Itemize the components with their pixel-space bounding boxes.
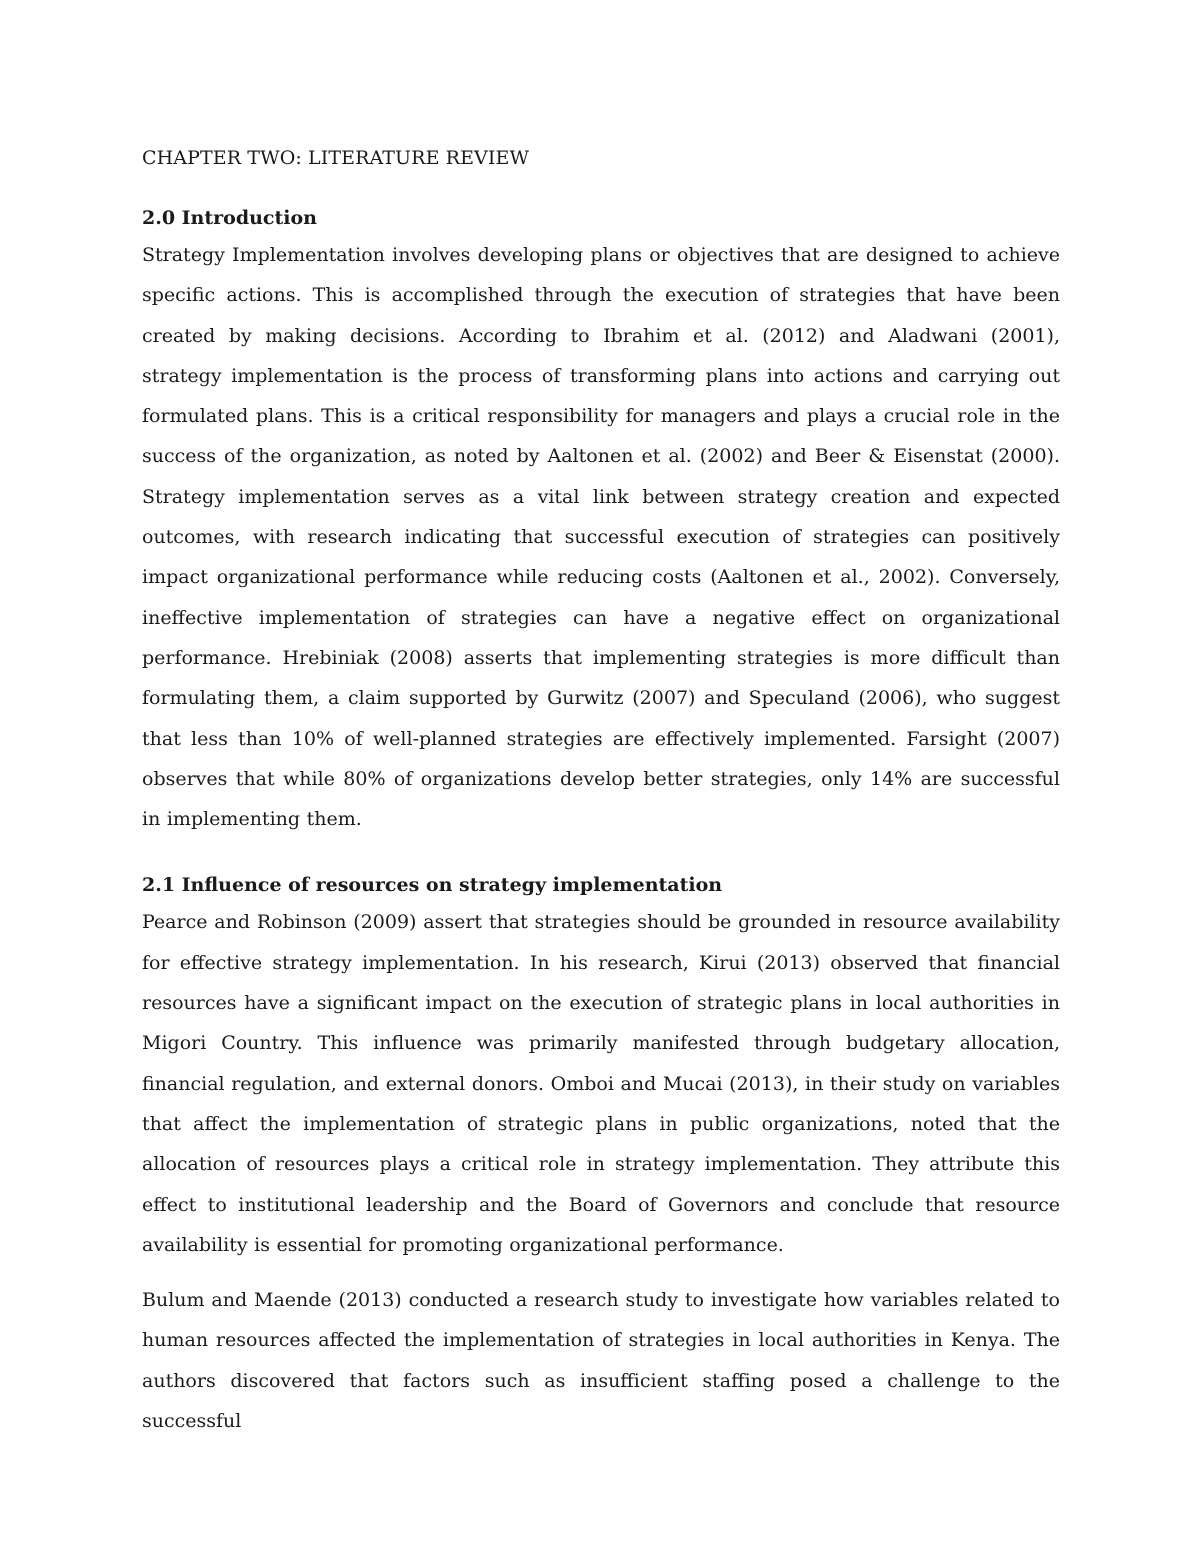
paragraph-resources-1: Pearce and Robinson (2009) assert that strategies should be grounded in resource availability for effective strategy implementation. In his research, Kirui (2013) observed that financial resources have a significant impact on the execution of strategic plans in local authorities in Migori Country. This influence was primarily manifested through budgetary allocation, financial regulation, and external donors. Omboi and Mucai (2013), in their study on variables that affect the implementation of strategic plans in public organizations, noted that the allocation of resources plays a critical role in strategy implementation. They attribute this effect to institutional leadership and the Board of Governors and conclude that resource availability is essential for promoting organizational performance. [142, 911, 1060, 1256]
paragraph-resources-2: Bulum and Maende (2013) conducted a research study to investigate how variables related to human resources affected the implementation of strategies in local authorities in Kenya. The authors discovered that factors such as insufficient staffing posed a challenge to the successful [142, 1289, 1060, 1433]
document-page [142, 130, 1060, 1441]
section-heading-resources: 2.1 Influence of resources on strategy implementation [142, 874, 723, 897]
paragraph-introduction: Strategy Implementation involves developing plans or objectives that are designed to achieve specific actions. This is accomplished through the execution of strategies that have been created by making decisions. According to Ibrahim et al. (2012) and Aladwani (2001), strategy implementation is the process of transforming plans into actions and carrying out formulated plans. This is a critical responsibility for managers and plays a crucial role in the success of the organization, as noted by Aaltonen et al. (2002) and Beer & Eisenstat (2000). Strategy implementation serves as a vital link between strategy creation and expected outcomes, with research indicating that successful execution of strategies can positively impact organizational performance while reducing costs (Aaltonen et al., 2002). Conversely, ineffective implementation of strategies can have a negative effect on organizational performance. Hrebiniak (2008) asserts that implementing strategies is more difficult than formulating them, a claim supported by Gurwitz (2007) and Speculand (2006), who suggest that less than 10% of well-planned strategies are effectively implemented. Farsight (2007) observes that while 80% of organizations develop better strategies, only 14% are successful in implementing them. [142, 244, 1060, 831]
section-heading-introduction: 2.0 Introduction [142, 207, 317, 229]
chapter-title: CHAPTER TWO: LITERATURE REVIEW [142, 147, 530, 169]
